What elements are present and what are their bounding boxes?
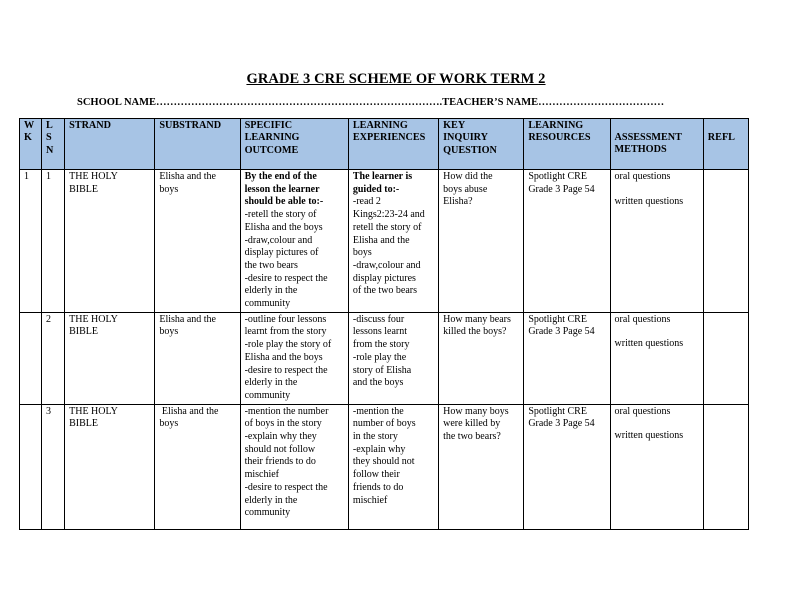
cell-specific-learning-outcome: By the end of the lesson the learner should be able to:- -retell the story of Elisha and the boys -draw,colour and display pictures of the two bears -desire to respect the elderly in the community [240, 170, 348, 313]
cell-strand: THE HOLY BIBLE [65, 404, 155, 529]
header-row [20, 119, 749, 170]
cell-assessment-methods: oral questions written questions [610, 404, 703, 529]
cell-specific-learning-outcome: -outline four lessons learnt from the story -role play the story of Elisha and the boys -desire to respect the elderly in the community [240, 312, 348, 404]
cell-lsn: 1 [42, 170, 65, 313]
school-teacher-name-line: SCHOOL NAME……………………………………………………………………….TEACHER’S NAME……………………………… [77, 97, 665, 108]
header-strand: STRAND [65, 119, 155, 170]
cell-assessment-methods: oral questions written questions [610, 312, 703, 404]
cell-substrand: Elisha and the boys [155, 312, 240, 404]
document-title: GRADE 3 CRE SCHEME OF WORK TERM 2 [246, 71, 546, 87]
cell-lsn: 2 [42, 312, 65, 404]
cell-learning-resources: Spotlight CRE Grade 3 Page 54 [524, 404, 610, 529]
header-learning-resources: LEARNING RESOURCES [524, 119, 610, 170]
header-lsn: L S N [42, 119, 65, 170]
header-substrand: SUBSTRAND [155, 119, 240, 170]
table-row [20, 312, 749, 404]
header-learning-experiences: LEARNING EXPERIENCES [348, 119, 438, 170]
header-specific-learning-outcome: SPECIFIC LEARNING OUTCOME [240, 119, 348, 170]
cell-strand: THE HOLY BIBLE [65, 312, 155, 404]
cell-refl [703, 404, 748, 529]
table-row [20, 170, 749, 313]
cell-lsn: 3 [42, 404, 65, 529]
cell-learning-experiences: -discuss four lessons learnt from the story -role play the story of Elisha and the boys [348, 312, 438, 404]
cell-learning-experiences: -mention the number of boys in the story -explain why they should not follow their friends to do mischief [348, 404, 438, 529]
cell-wk [20, 404, 42, 529]
cell-substrand: Elisha and the boys [155, 404, 240, 529]
cell-learning-resources: Spotlight CRE Grade 3 Page 54 [524, 170, 610, 313]
cell-assessment-methods: oral questions written questions [610, 170, 703, 313]
cell-learning-experiences: The learner is guided to:- -read 2 Kings2:23-24 and retell the story of Elisha and the boys -draw,colour and display pictures of the two bears [348, 170, 438, 313]
header-wk: W K [20, 119, 42, 170]
header-refl: REFL [703, 119, 748, 170]
cell-wk: 1 [20, 170, 42, 313]
cell-specific-learning-outcome: -mention the number of boys in the story -explain why they should not follow their friends to do mischief -desire to respect the elderly in the community [240, 404, 348, 529]
cell-key-inquiry-question: How did the boys abuse Elisha? [439, 170, 524, 313]
cell-wk [20, 312, 42, 404]
cell-substrand: Elisha and the boys [155, 170, 240, 313]
cell-learning-resources: Spotlight CRE Grade 3 Page 54 [524, 312, 610, 404]
cell-key-inquiry-question: How many bears killed the boys? [439, 312, 524, 404]
cell-strand: THE HOLY BIBLE [65, 170, 155, 313]
header-assessment-methods: ASSESSMENT METHODS [610, 119, 703, 170]
cell-refl [703, 170, 748, 313]
header-key-inquiry-question: KEY INQUIRY QUESTION [439, 119, 524, 170]
table-row [20, 404, 749, 529]
cell-key-inquiry-question: How many boys were killed by the two bears? [439, 404, 524, 529]
scheme-of-work-table [19, 118, 749, 530]
cell-refl [703, 312, 748, 404]
